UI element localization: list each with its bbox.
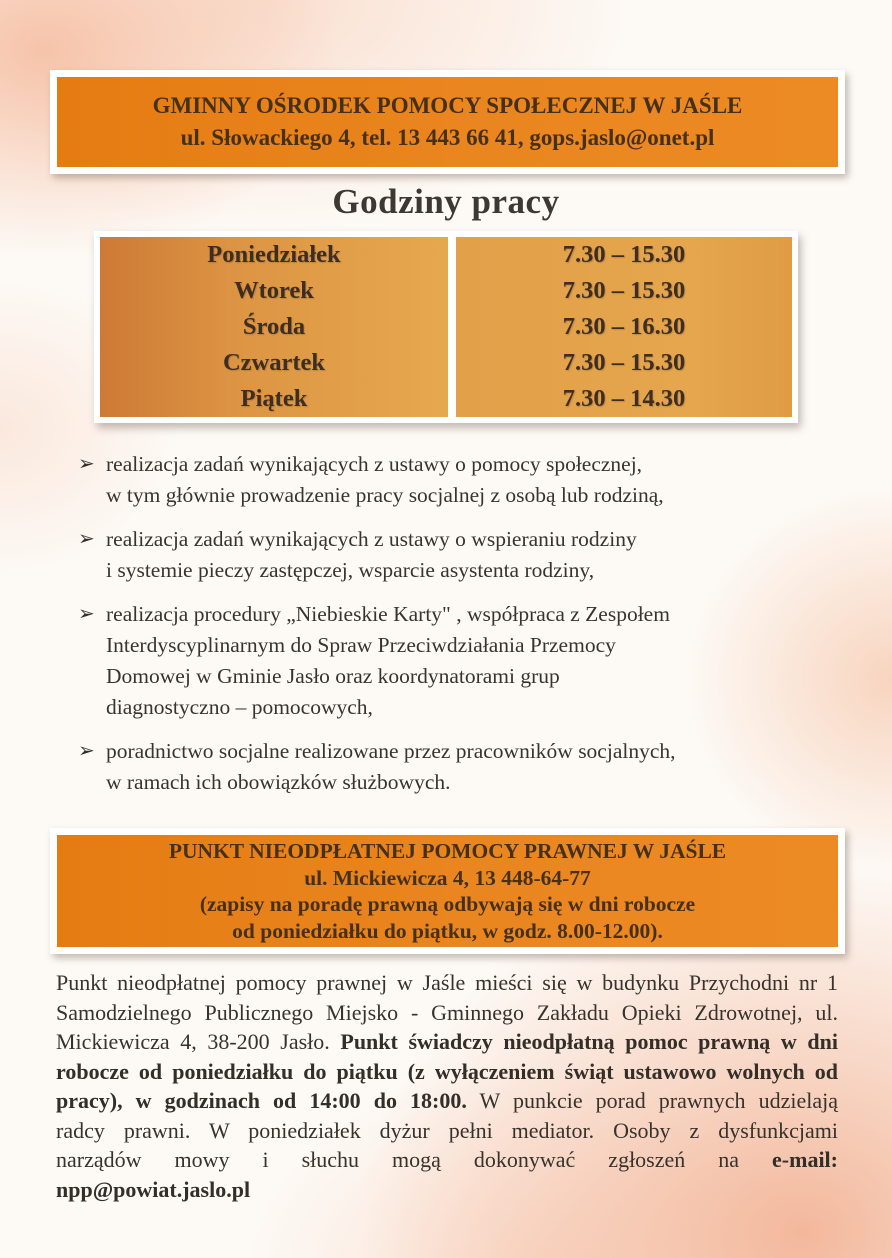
hours-cell: 7.30 – 16.30 — [562, 313, 686, 340]
work-hours-title: Godziny pracy — [332, 182, 560, 221]
paragraph-segment: Punkt nieodpłatnej pomocy prawnej w Jaśle mieści się w budynku Przychodni nr 1 Samodzielnego Publicznego Miejsko - Gminnego Zakładu Opieki Zdrowotnej, ul. Mickiewicza 4, 38-200 Jasło. — [56, 970, 838, 1054]
legal-aid-signup-info-2: od poniedziałku do piątku, w godz. 8.00-12.00). — [232, 918, 663, 943]
arrow-bullet-icon: ➢ — [78, 740, 95, 762]
list-item — [78, 599, 842, 723]
legal-aid-name: PUNKT NIEODPŁATNEJ POMOCY PRAWNEJ W JAŚLE — [168, 839, 727, 863]
hours-cell: 7.30 – 15.30 — [562, 277, 686, 304]
work-hours-table — [94, 231, 798, 423]
gops-header-banner — [50, 70, 845, 174]
gops-name: GMINNY OŚRODEK POMOCY SPOŁECZNEJ W JAŚLE — [152, 93, 743, 118]
bullet-text: poradnictwo socjalne realizowane przez pracowników socjalnych, w ramach ich obowiązków służbowych. — [106, 739, 676, 794]
hours-column — [456, 237, 792, 417]
arrow-bullet-icon: ➢ — [78, 528, 95, 550]
paragraph-segment: W punkcie porad prawnych udzielają radcy prawni. W poniedziałek dyżur pełni mediator. Osoby z dysfunkcjami narządów mowy i słuchu mogą dokonywać zgłoszeń na — [56, 1088, 839, 1172]
bullet-text: realizacja zadań wynikających z ustawy o wspieraniu rodziny i systemie pieczy zastępczej, wsparcie asystenta rodziny, — [106, 527, 637, 582]
list-item — [78, 449, 842, 511]
paragraph-segment-bold: Punkt świadczy nieodpłatną pomoc prawną w dni robocze od poniedziałku do piątku (z wyłączeniem świąt ustawowo wolnych od pracy), w godzinach od 14:00 do 18:00. — [56, 1029, 838, 1113]
list-item — [78, 524, 842, 586]
arrow-bullet-icon: ➢ — [78, 603, 95, 625]
arrow-bullet-icon: ➢ — [78, 453, 95, 475]
bullet-text: realizacja zadań wynikających z ustawy o pomocy społecznej, w tym głównie prowadzenie pracy socjalnej z osobą lub rodziną, — [106, 452, 664, 507]
hours-cell: 7.30 – 14.30 — [562, 385, 686, 412]
day-cell: Czwartek — [222, 349, 326, 376]
hours-cell: 7.30 – 15.30 — [562, 349, 686, 376]
day-cell: Poniedziałek — [207, 241, 341, 268]
bullet-text: realizacja procedury „Niebieskie Karty" , współpraca z Zespołem Interdyscyplinarnym do Spraw Przeciwdziałania Przemocy Domowej w Gminie Jasło oraz koordynatorami grup diagnostyczno – pomocowych, — [106, 602, 670, 719]
legal-aid-signup-info-1: (zapisy na poradę prawną odbywają się w dni robocze — [199, 892, 696, 916]
paragraph-email-bold: e-mail: npp@powiat.jaslo.pl — [56, 1147, 838, 1202]
hours-cell: 7.30 – 15.30 — [562, 241, 686, 268]
gops-address-phone-email: ul. Słowackiego 4, tel. 13 443 66 41, gops.jaslo@onet.pl — [180, 125, 715, 150]
tasks-list — [78, 449, 842, 798]
day-cell: Środa — [242, 313, 306, 340]
legal-aid-paragraph — [56, 968, 838, 1204]
days-column — [100, 237, 448, 417]
day-cell: Piątek — [240, 385, 308, 412]
legal-aid-address-phone: ul. Mickiewicza 4, 13 448-64-77 — [304, 865, 591, 890]
list-item — [78, 736, 842, 798]
day-cell: Wtorek — [234, 277, 314, 304]
legal-aid-banner — [50, 828, 845, 954]
